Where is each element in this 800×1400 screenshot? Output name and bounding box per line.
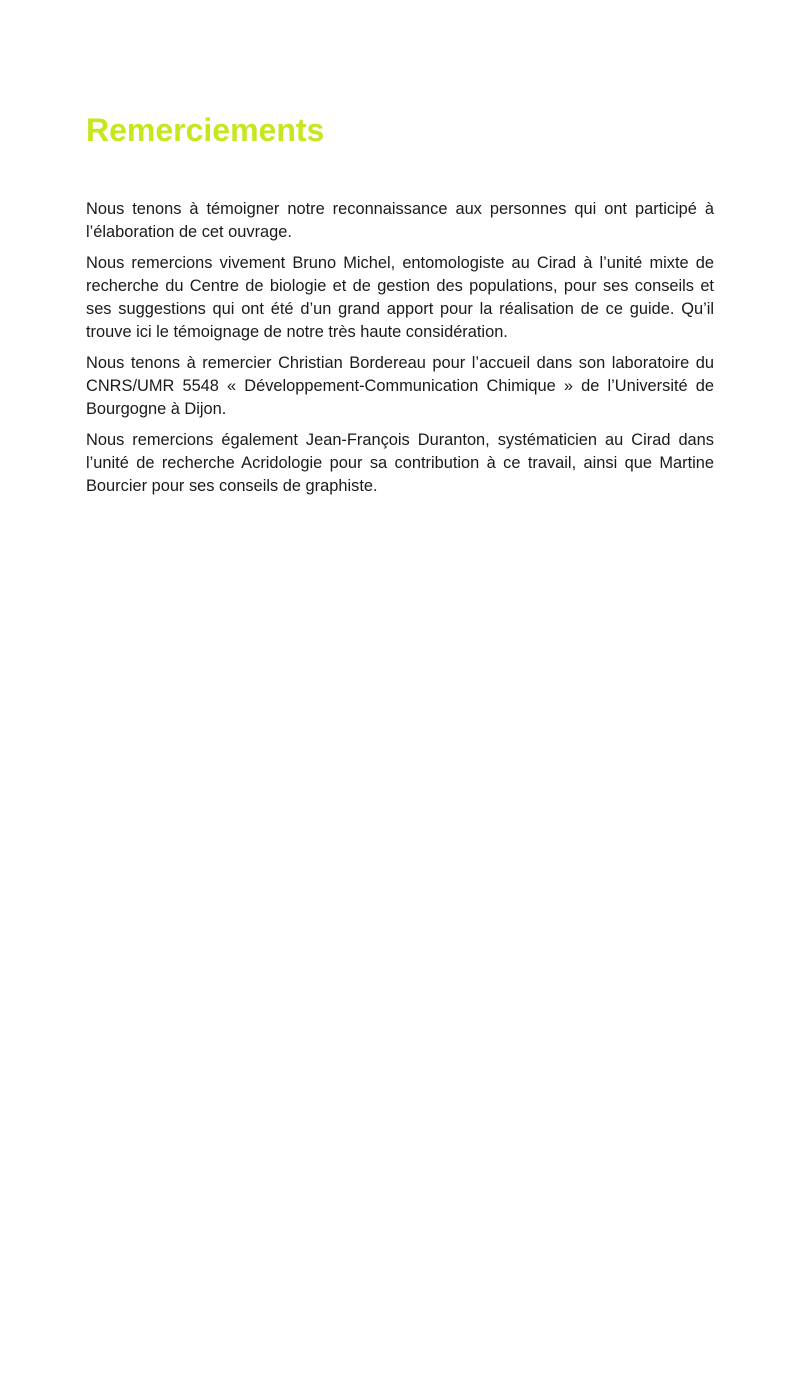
paragraph-1: Nous tenons à témoigner notre reconnaissance aux personnes qui ont participé à l’élaboration de cet ouvrage.: [86, 200, 714, 241]
paragraph-3: Nous tenons à remercier Christian Bordereau pour l’accueil dans son laboratoire du CNRS/UMR 5548 « Développement-Communication Chimique » de l’Université de Bourgogne à Dijon.: [86, 354, 714, 418]
page-title: Remerciements: [86, 112, 325, 148]
page-content: [86, 108, 714, 506]
paragraph-2: Nous remercions vivement Bruno Michel, entomologiste au Cirad à l’unité mixte de recherche du Centre de biologie et de gestion des populations, pour ses conseils et ses suggestions qui ont été d’un grand apport pour la réalisation de ce guide. Qu’il trouve ici le témoignage de notre très haute considération.: [86, 254, 714, 341]
acknowledgements-body: [86, 198, 714, 498]
paragraph-4: Nous remercions également Jean-François Duranton, systématicien au Cirad dans l’unité de recherche Acridologie pour sa contribution à ce travail, ainsi que Martine Bourcier pour ses conseils de graphiste.: [86, 431, 714, 495]
